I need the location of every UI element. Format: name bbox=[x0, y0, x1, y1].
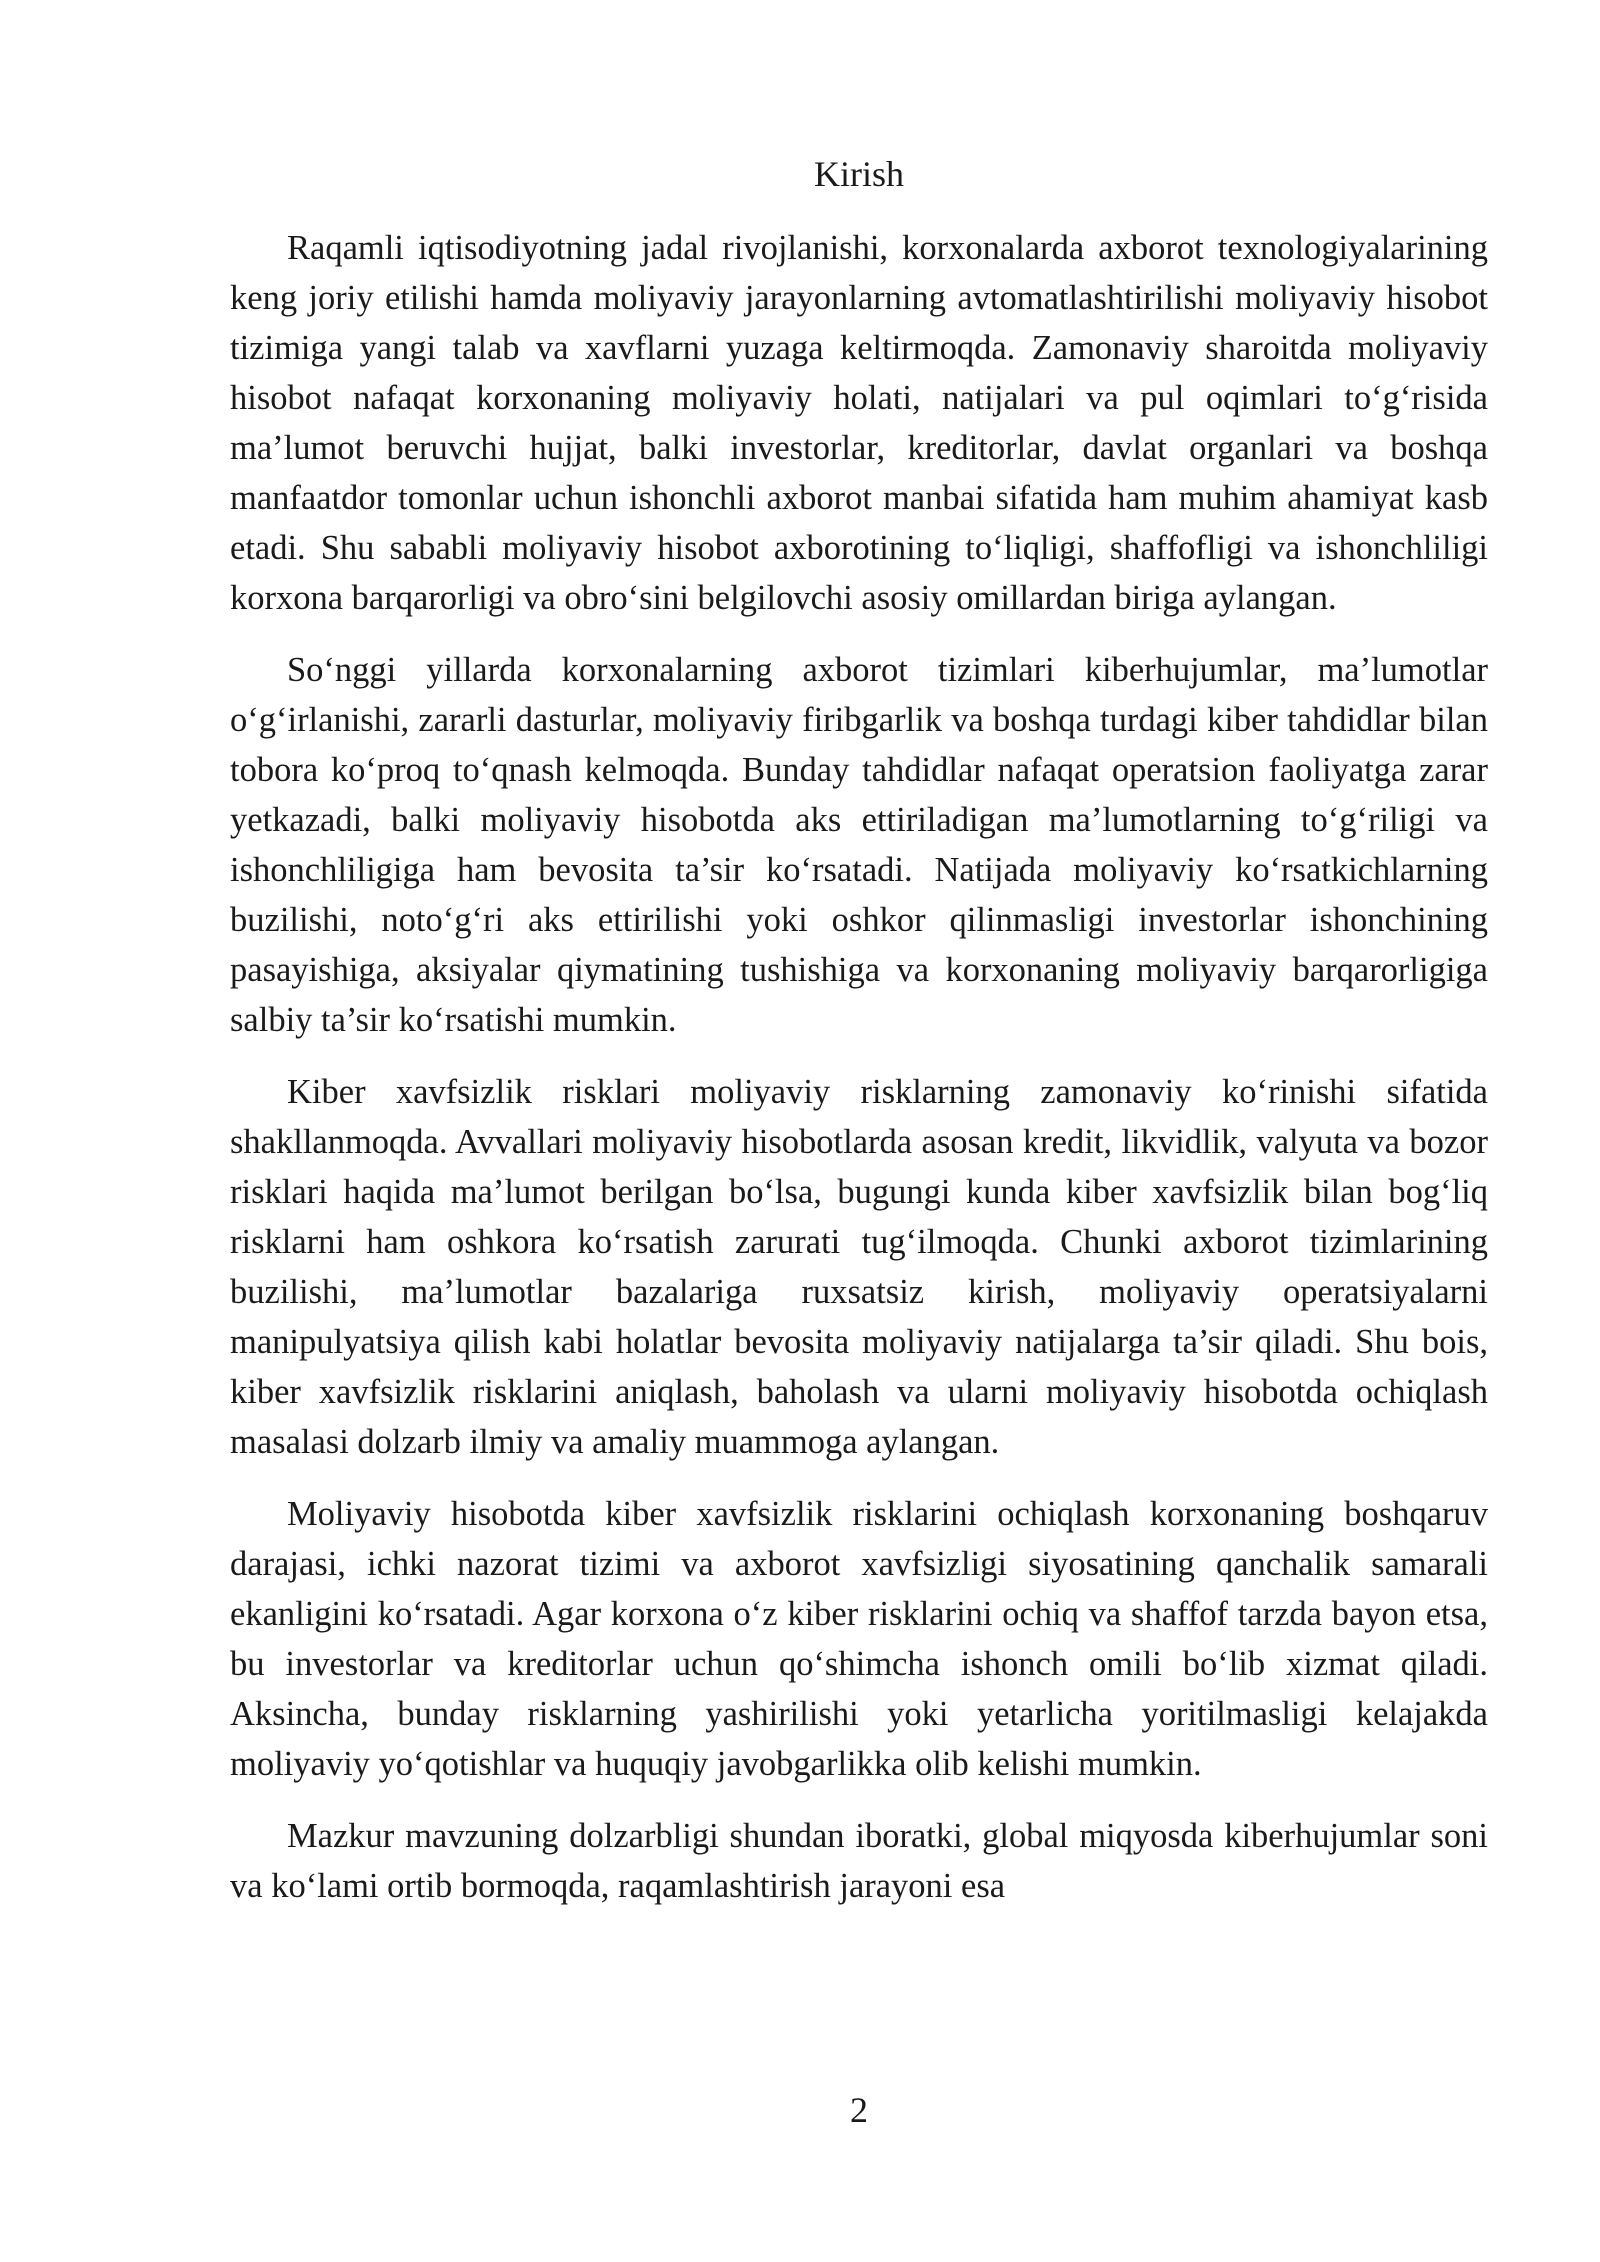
paragraph: So‘nggi yillarda korxonalarning axborot tizimlari kiberhujumlar, ma’lumotlar o‘g‘irlanishi, zararli dasturlar, moliyaviy firibgarlik va boshqa turdagi kiber tahdidlar bilan tobora ko‘proq to‘qnash kelmoqda. Bunday tahdidlar nafaqat operatsion faoliyatga zarar yetkazadi, balki moliyaviy hisobotda aks ettiriladigan ma’lumotlarning to‘g‘riligi va ishonchliligiga ham bevosita ta’sir ko‘rsatadi. Natijada moliyaviy ko‘rsatkichlarning buzilishi, noto‘g‘ri aks ettirilishi yoki oshkor qilinmasligi investorlar ishonchining pasayishiga, aksiyalar qiymatining tushishiga va korxonaning moliyaviy barqarorligiga salbiy ta’sir ko‘rsatishi mumkin. bbox=[230, 651, 1488, 1039]
body-text bbox=[230, 223, 1488, 1933]
page-number: 2 bbox=[850, 2090, 868, 2130]
paragraph: Kiber xavfsizlik risklari moliyaviy risklarning zamonaviy ko‘rinishi sifatida shakllanmoqda. Avvallari moliyaviy hisobotlarda asosan kredit, likvidlik, valyuta va bozor risklari haqida ma’lumot berilgan bo‘lsa, bugungi kunda kiber xavfsizlik bilan bog‘liq risklarni ham oshkora ko‘rsatish zarurati tug‘ilmoqda. Chunki axborot tizimlarining buzilishi, ma’lumotlar bazalariga ruxsatsiz kirish, moliyaviy operatsiyalarni manipulyatsiya qilish kabi holatlar bevosita moliyaviy natijalarga ta’sir qiladi. Shu bois, kiber xavfsizlik risklarini aniqlash, baholash va ularni moliyaviy hisobotda ochiqlash masalasi dolzarb ilmiy va amaliy muammoga aylangan. bbox=[230, 1073, 1488, 1461]
paragraph: Raqamli iqtisodiyotning jadal rivojlanishi, korxonalarda axborot texnologiyalarining keng joriy etilishi hamda moliyaviy jarayonlarning avtomatlashtirilishi moliyaviy hisobot tizimiga yangi talab va xavflarni yuzaga keltirmoqda. Zamonaviy sharoitda moliyaviy hisobot nafaqat korxonaning moliyaviy holati, natijalari va pul oqimlari to‘g‘risida ma’lumot beruvchi hujjat, balki investorlar, kreditorlar, davlat organlari va boshqa manfaatdor tomonlar uchun ishonchli axborot manbai sifatida ham muhim ahamiyat kasb etadi. Shu sababli moliyaviy hisobot axborotining to‘liqligi, shaffofligi va ishonchliligi korxona barqarorligi va obro‘sini belgilovchi asosiy omillardan biriga aylangan. bbox=[230, 229, 1488, 617]
paragraph: Mazkur mavzuning dolzarbligi shundan iboratki, global miqyosda kiberhujumlar soni va ko‘lami ortib bormoqda, raqamlashtirish jarayoni esa bbox=[230, 1817, 1488, 1905]
section-heading: Kirish bbox=[814, 154, 904, 194]
paragraph: Moliyaviy hisobotda kiber xavfsizlik risklarini ochiqlash korxonaning boshqaruv darajasi, ichki nazorat tizimi va axborot xavfsizligi siyosatining qanchalik samarali ekanligini ko‘rsatadi. Agar korxona o‘z kiber risklarini ochiq va shaffof tarzda bayon etsa, bu investorlar va kreditorlar uchun qo‘shimcha ishonch omili bo‘lib xizmat qiladi. Aksincha, bunday risklarning yashirilishi yoki yetarlicha yoritilmasligi kelajakda moliyaviy yo‘qotishlar va huquqiy javobgarlikka olib kelishi mumkin. bbox=[230, 1495, 1488, 1783]
